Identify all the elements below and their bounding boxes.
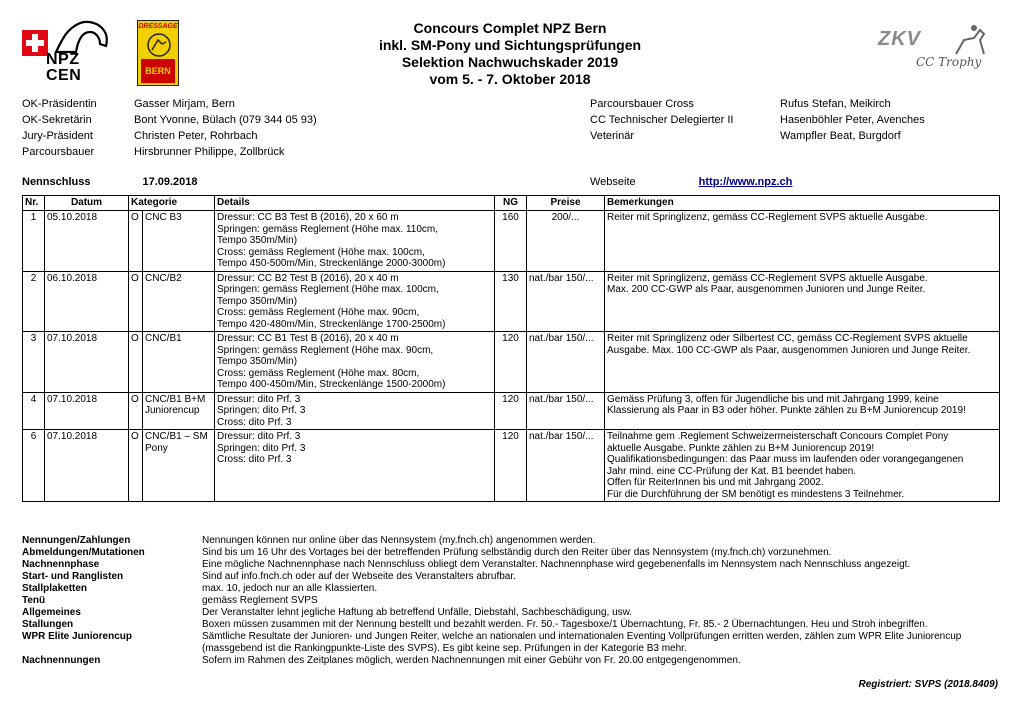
cell-details — [215, 332, 495, 393]
officials-left — [22, 98, 317, 162]
info-value: Nennungen können nur online über das Nennsystem (my.fnch.ch) angenommen werden. — [202, 535, 596, 546]
cell-kategorie: CNC/B2 — [143, 271, 215, 332]
info-row — [22, 595, 1002, 607]
details-line: Tempo 450-500m/Min, Streckenlänge 2000-3000m) — [217, 258, 446, 269]
cell-ng: 130 — [495, 271, 527, 332]
details-line: Springen: dito Prf. 3 — [217, 442, 306, 454]
cell-details — [215, 392, 495, 430]
info-key: Stallungen — [22, 619, 74, 630]
cell-bemerkungen — [605, 430, 1000, 502]
details-line: Tempo 350m/Min) — [217, 235, 298, 246]
swiss-cross-icon — [22, 30, 48, 56]
official-row — [590, 114, 925, 130]
cell-bemerkungen — [605, 332, 1000, 393]
cell-o: O — [129, 430, 143, 502]
dressage-logo-text: DRESSAGE — [138, 23, 178, 30]
cell-kategorie: CNC B3 — [143, 211, 215, 272]
info-row — [22, 607, 1002, 619]
info-value: Eine mögliche Nachnennphase nach Nennschluss obliegt dem Veranstalter. Nachnennphase wird gegebenenfalls im Nennsystem nach Nennschluss angezeigt. — [202, 559, 911, 570]
cell-kategorie: CNC/B1 — [143, 332, 215, 393]
details-line: Springen: dito Prf. 3 — [217, 405, 306, 416]
info-row — [22, 571, 1002, 583]
details-line: Dressur: CC B3 Test B (2016), 20 x 60 m — [217, 212, 399, 223]
bemerkung-line: Für die Durchführung der SM benötigt es mindestens 3 Teilnehmer. — [607, 488, 905, 500]
official-value: Christen Peter, Rohrbach — [134, 130, 258, 142]
event-title — [330, 20, 690, 88]
details-line: Dressur: CC B1 Test B (2016), 20 x 40 m — [217, 333, 399, 344]
official-row — [590, 130, 925, 146]
cell-o: O — [129, 271, 143, 332]
bemerkung-line: Reiter mit Springlizenz oder Silbertest CC, gemäss CC-Reglement SVPS aktuelle — [607, 333, 968, 344]
info-value: gemäss Reglement SVPS — [202, 595, 318, 606]
info-value: Sämtliche Resultate der Junioren- und Jungen Reiter, welche an nationalen und internationalen Eventing Vollprüfungen erritten werden, zählen zum WPR Elite Juniorencup (massgebend ist die Rankingpunkte-Liste des SVPS). Es gibt keine sep. Prüfungen in der Kategorie B3 mehr. — [202, 631, 962, 654]
column-header: Nr. — [23, 196, 45, 211]
info-row — [22, 619, 1002, 631]
zkv-logo-text: ZKV — [878, 28, 921, 50]
cell-kategorie: CNC/B1 B+M Juniorencup — [143, 392, 215, 430]
races-table — [22, 195, 1000, 502]
dressage-bern-logo — [137, 20, 179, 86]
info-row — [22, 535, 1002, 547]
nennschluss — [22, 176, 198, 189]
info-key: Abmeldungen/Mutationen — [22, 547, 145, 558]
cell-o: O — [129, 392, 143, 430]
cell-nr: 4 — [23, 392, 45, 430]
title-line: inkl. SM-Pony und Sichtungsprüfungen — [378, 37, 642, 53]
nennschluss-value: 17.09.2018 — [142, 176, 198, 188]
officials-right — [590, 98, 925, 146]
info-key: WPR Elite Juniorencup — [22, 631, 133, 642]
cell-datum: 05.10.2018 — [45, 211, 129, 272]
bemerkung-line: Gemäss Prüfung 3, offen für Jugendliche bis und mit Jahrgang 1999, keine — [607, 393, 939, 405]
cell-ng: 120 — [495, 392, 527, 430]
official-value: Bont Yvonne, Bülach (079 344 05 93) — [134, 114, 317, 126]
info-key: Start- und Ranglisten — [22, 571, 124, 582]
official-row — [590, 98, 925, 114]
bemerkung-line: Max. 200 CC-GWP als Paar, ausgenommen Junioren und Junge Reiter. — [607, 284, 926, 295]
details-line: Tempo 350m/Min) — [217, 295, 298, 307]
cc-trophy-text: CC Trophy — [916, 55, 982, 69]
info-row — [22, 547, 1002, 559]
registered-note: Registriert: SVPS (2018.8409) — [858, 679, 998, 690]
official-value: Hirsbrunner Philippe, Zollbrück — [134, 146, 285, 158]
cell-bemerkungen — [605, 211, 1000, 272]
cell-ng: 120 — [495, 332, 527, 393]
column-header: Bemerkungen — [605, 196, 1000, 211]
official-row — [22, 114, 317, 130]
cell-nr: 3 — [23, 332, 45, 393]
cell-datum: 07.10.2018 — [45, 430, 129, 502]
column-header: Datum — [45, 196, 129, 211]
cell-details — [215, 271, 495, 332]
bemerkung-line: Klassierung als Paar in B3 oder höher. Punkte zählen zu B+M Juniorencup 2019! — [607, 405, 966, 416]
cell-details — [215, 430, 495, 502]
table-row — [23, 392, 1000, 430]
website-link[interactable]: http://www.npz.ch — [698, 176, 793, 188]
cell-preise: nat./bar 150/... — [527, 392, 605, 430]
info-row — [22, 559, 1002, 571]
official-value: Rufus Stefan, Meikirch — [780, 98, 891, 110]
table-row — [23, 430, 1000, 502]
website-label: Webseite — [590, 176, 636, 188]
horse-head-icon — [52, 20, 112, 54]
details-line: Cross: gemäss Reglement (Höhe max. 80cm, — [217, 367, 420, 379]
details-line: Cross: dito Prf. 3 — [217, 416, 292, 428]
bemerkung-line: Offen für ReiterInnen bis und mit Jahrgang 2002. — [607, 477, 824, 488]
details-line: Springen: gemäss Reglement (Höhe max. 110cm, — [217, 223, 439, 235]
official-value: Hasenböhler Peter, Avenches — [780, 114, 925, 126]
npz-logo — [22, 20, 112, 90]
details-line: Cross: gemäss Reglement (Höhe max. 100cm, — [217, 246, 425, 258]
cell-bemerkungen — [605, 271, 1000, 332]
cell-nr: 6 — [23, 430, 45, 502]
cell-ng: 160 — [495, 211, 527, 272]
column-header: NG — [495, 196, 527, 211]
title-line: Concours Complet NPZ Bern — [413, 20, 607, 36]
title-line: Selektion Nachwuchskader 2019 — [401, 54, 619, 70]
info-key: Allgemeines — [22, 607, 81, 618]
info-value: max. 10, jedoch nur an alle Klassierten. — [202, 583, 378, 594]
info-value: Sind auf info.fnch.ch oder auf der Webseite des Veranstalters abrufbar. — [202, 571, 516, 582]
details-line: Cross: dito Prf. 3 — [217, 454, 292, 465]
official-value: Gasser Mirjam, Bern — [134, 98, 235, 110]
details-line: Tempo 420-480m/Min, Streckenlänge 1700-2500m) — [217, 318, 446, 330]
info-key: Nennungen/Zahlungen — [22, 535, 131, 546]
column-header: Details — [215, 196, 495, 211]
details-line: Tempo 350m/Min) — [217, 356, 298, 367]
info-key: Nachnennungen — [22, 655, 101, 666]
bemerkung-line: Ausgabe. Max. 100 CC-GWP als Paar, ausgenommen Junioren und Junge Reiter. — [607, 344, 971, 356]
table-row — [23, 271, 1000, 332]
cell-preise: nat./bar 150/... — [527, 430, 605, 502]
cell-nr: 1 — [23, 211, 45, 272]
cell-datum: 06.10.2018 — [45, 271, 129, 332]
official-label: Jury-Präsident — [22, 130, 93, 142]
cell-preise: nat./bar 150/... — [527, 271, 605, 332]
official-row — [22, 146, 317, 162]
column-header: Preise — [527, 196, 605, 211]
cell-kategorie: CNC/B1 – SM Pony — [143, 430, 215, 502]
official-label: OK-Präsidentin — [22, 98, 97, 110]
cell-ng: 120 — [495, 430, 527, 502]
bemerkung-line: Teilnahme gem .Reglement Schweizermeisterschaft Concours Complet Pony — [607, 431, 949, 442]
website — [590, 176, 792, 189]
details-line: Dressur: CC B2 Test B (2016), 20 x 40 m — [217, 272, 399, 284]
info-key: Stallplaketten — [22, 583, 88, 594]
official-label: Parcoursbauer — [22, 146, 95, 158]
title-line: vom 5. - 7. Oktober 2018 — [429, 71, 591, 87]
cell-details — [215, 211, 495, 272]
details-line: Dressur: dito Prf. 3 — [217, 431, 301, 442]
cell-preise: 200/... — [527, 211, 605, 272]
cell-datum: 07.10.2018 — [45, 392, 129, 430]
column-header: Kategorie — [129, 196, 215, 211]
official-row — [22, 98, 317, 114]
official-row — [22, 130, 317, 146]
horse-rider-icon — [950, 20, 990, 60]
table-header-row — [23, 196, 1000, 211]
info-section — [22, 535, 1002, 667]
info-row — [22, 583, 1002, 595]
info-value: Der Veranstalter lehnt jegliche Haftung ab betreffend Unfälle, Diebstahl, Sachbeschädigung, usw. — [202, 607, 633, 618]
details-line: Springen: gemäss Reglement (Höhe max. 90cm, — [217, 344, 434, 356]
info-row — [22, 631, 1002, 655]
official-label: Parcoursbauer Cross — [590, 98, 694, 110]
official-label: Veterinär — [590, 130, 635, 142]
bern-logo-text: BERN — [141, 59, 175, 83]
official-label: CC Technischer Delegierter II — [590, 114, 734, 126]
official-label: OK-Sekretärin — [22, 114, 92, 126]
info-key: Tenü — [22, 595, 46, 606]
info-value: Sind bis um 16 Uhr des Vortages bei der betreffenden Prüfung selbständig durch den Reiter über das Nennsystem (my.fnch.ch) vorzunehmen. — [202, 547, 832, 558]
table-row — [23, 211, 1000, 272]
info-value: Boxen müssen zusammen mit der Nennung bestellt und bezahlt werden. Fr. 50.- Tagesboxe/1 Übernachtung, Fr. 85.- 2 Übernachtungen. Heu und Stroh inbegriffen. — [202, 619, 928, 630]
cell-preise: nat./bar 150/... — [527, 332, 605, 393]
bemerkung-line: Qualifikationsbedingungen: das Paar muss im laufenden oder vorangegangenen — [607, 454, 964, 465]
bemerkung-line: aktuelle Ausgabe. Punkte zählen zu B+M Juniorencup 2019! — [607, 442, 875, 454]
bemerkung-line: Reiter mit Springlizenz, gemäss CC-Reglement SVPS aktuelle Ausgabe. — [607, 272, 928, 284]
cell-datum: 07.10.2018 — [45, 332, 129, 393]
info-key: Nachnennphase — [22, 559, 100, 570]
details-line: Cross: gemäss Reglement (Höhe max. 90cm, — [217, 307, 420, 318]
cell-o: O — [129, 332, 143, 393]
details-line: Dressur: dito Prf. 3 — [217, 393, 301, 405]
info-row — [22, 655, 1002, 667]
cell-o: O — [129, 211, 143, 272]
info-value: Sofern im Rahmen des Zeitplanes möglich, werden Nachnennungen mit einer Gebühr von Fr. 20.00 entgegengenommen. — [202, 655, 741, 666]
rider-icon — [144, 32, 174, 58]
official-value: Wampfler Beat, Burgdorf — [780, 130, 901, 142]
details-line: Tempo 400-450m/Min, Streckenlänge 1500-2000m) — [217, 379, 446, 390]
bemerkung-line: Jahr mind. eine CC-Prüfung der Kat. B1 beendet haben. — [607, 465, 857, 477]
npz-logo-text: NPZ CEN — [46, 51, 82, 84]
details-line: Springen: gemäss Reglement (Höhe max. 100cm, — [217, 284, 439, 295]
cell-nr: 2 — [23, 271, 45, 332]
bemerkung-line: Reiter mit Springlizenz, gemäss CC-Reglement SVPS aktuelle Ausgabe. — [607, 212, 928, 223]
zkv-cc-trophy-logo — [872, 20, 1002, 80]
table-row — [23, 332, 1000, 393]
cell-bemerkungen — [605, 392, 1000, 430]
nennschluss-label: Nennschluss — [22, 176, 91, 188]
